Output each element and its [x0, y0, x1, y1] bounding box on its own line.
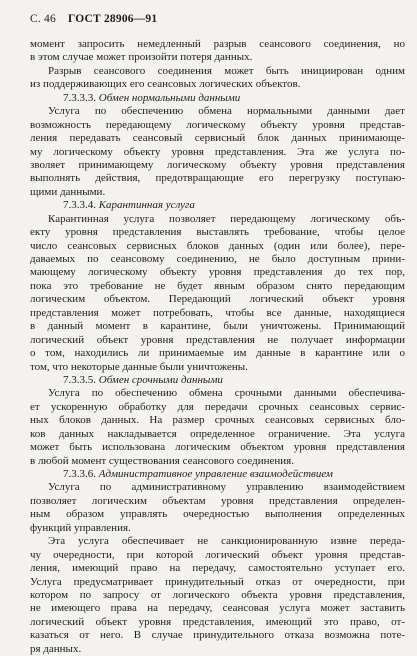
page-number: С. 46 — [30, 13, 56, 25]
text-line: му логическому объекту уровня представления. Эта же услуга по- — [30, 145, 405, 158]
text-line: не имеющего права на передачу, сеансовая услуга может заставить — [30, 602, 405, 615]
text-line: том, что некоторые данные были уничтожены. — [30, 360, 248, 373]
text-line: ления, имеющий право на передачу, самостоятельно уступает его. — [30, 562, 405, 575]
text-line: логическим объектом. Передающий логический объект уровня — [30, 293, 405, 306]
text-line: в этом случае может произойти потеря данных. — [30, 51, 253, 64]
text-line: пока это требование не будет явным образом снято передающим — [30, 279, 405, 292]
text-line: ным образом управлять очередностью выполнения определенных — [30, 508, 405, 521]
text-line: функций управления. — [30, 521, 131, 534]
text-line: ления передавать сеансовый сервисный блок данных принимающе- — [30, 132, 405, 145]
text-line: ных блоков данных. На размер срочных сеансовых сервисных бло- — [30, 414, 405, 427]
section-heading — [30, 468, 405, 481]
text-line: представления может потребовать, чтобы все данные, находящиеся — [30, 306, 405, 319]
text-line: о том, находились ли принимаемые им данные в карантине или о — [30, 347, 405, 360]
text-line: позволяет логическим объектам уровня представления определен- — [30, 494, 405, 507]
text-line: возможность передающему логическому объекту уровня представ- — [30, 118, 405, 131]
section-title: Карантинная услуга — [98, 199, 195, 212]
text-line: екту уровня представления выставлять требование, чтобы целое — [30, 226, 405, 239]
section-title: Административное управление взаимодействием — [98, 468, 333, 480]
text-line: щими данными. — [30, 185, 106, 198]
standard-number: ГОСТ 28906—91 — [68, 13, 158, 25]
text-line: число сеансовых сервисных блоков данных (один или более), пере- — [30, 239, 405, 252]
body-text — [30, 38, 405, 656]
paragraph-first-line: Услуга по обеспечению обмена срочными данными обеспечива- — [48, 387, 405, 400]
text-line: момент запросить немедленный разрыв сеансового соединения, но — [30, 38, 405, 50]
text-line: казаться от него. В случае принудительного отказа возможна поте- — [30, 629, 405, 642]
text-line: котором по запросу от логического объекта уровня представления, — [30, 588, 405, 601]
text-line: в данный момент в карантине, были уничтожены. Принимающий — [30, 320, 405, 333]
section-heading — [30, 199, 405, 212]
paragraph-first-line: Услуга по административному управлению взаимодействием — [48, 481, 405, 494]
text-line: выполнять действия, предотвращающие его перегрузку поступаю- — [30, 172, 405, 185]
section-number: 7.3.3.6. — [63, 468, 99, 480]
section-number: 7.3.3.3. — [63, 91, 99, 104]
text-line: ков данных накладывается определенное ограничение. Эта услуга — [30, 427, 405, 440]
section-number: 7.3.3.5. — [63, 373, 99, 386]
text-line: зволяет принимающему логическому объекту уровня представления — [30, 158, 405, 171]
text-line: логический объект уровня представления не получает информации — [30, 333, 405, 346]
paragraph-first-line: Услуга по обеспечению обмена нормальными данными дает — [48, 105, 405, 118]
section-title: Обмен нормальными данными — [98, 91, 241, 104]
text-line: чу очередности, при которой логический объект уровня представ- — [30, 548, 405, 561]
text-line: в любой момент существования сеансового соединения. — [30, 454, 294, 467]
text-line: Услуга предусматривает принудительный отказ от очередности, при — [30, 575, 405, 588]
text-line: даваемых по сеансовому соединению, не было доступным прини- — [30, 253, 405, 265]
paragraph-first-line: Разрыв сеансового соединения может быть инициирован одним — [48, 64, 405, 77]
text-line: ря данных. — [30, 642, 82, 655]
text-line: ет ускоренную обработку для передачи срочных сеансовых сервис- — [30, 400, 405, 413]
section-number: 7.3.3.4. — [63, 199, 99, 212]
page-header — [30, 13, 157, 25]
paragraph-first-line: Эта услуга обеспечивает не санкционированную извне переда- — [48, 535, 405, 548]
section-title: Обмен срочными данными — [98, 373, 223, 386]
section-heading — [30, 92, 405, 105]
text-line: мающему логическому объекту уровня представления до тех пор, — [30, 266, 405, 279]
text-line: может быть использована логическим объектом уровня представления — [30, 441, 405, 454]
paragraph-first-line: Карантинная услуга позволяет передающему логическому объ- — [48, 212, 405, 225]
text-line: логический объект уровня представления, имеющий это право, от- — [30, 615, 405, 628]
section-heading — [30, 374, 405, 387]
text-line: из поддерживающих его сеансовых логических объектов. — [30, 78, 301, 91]
